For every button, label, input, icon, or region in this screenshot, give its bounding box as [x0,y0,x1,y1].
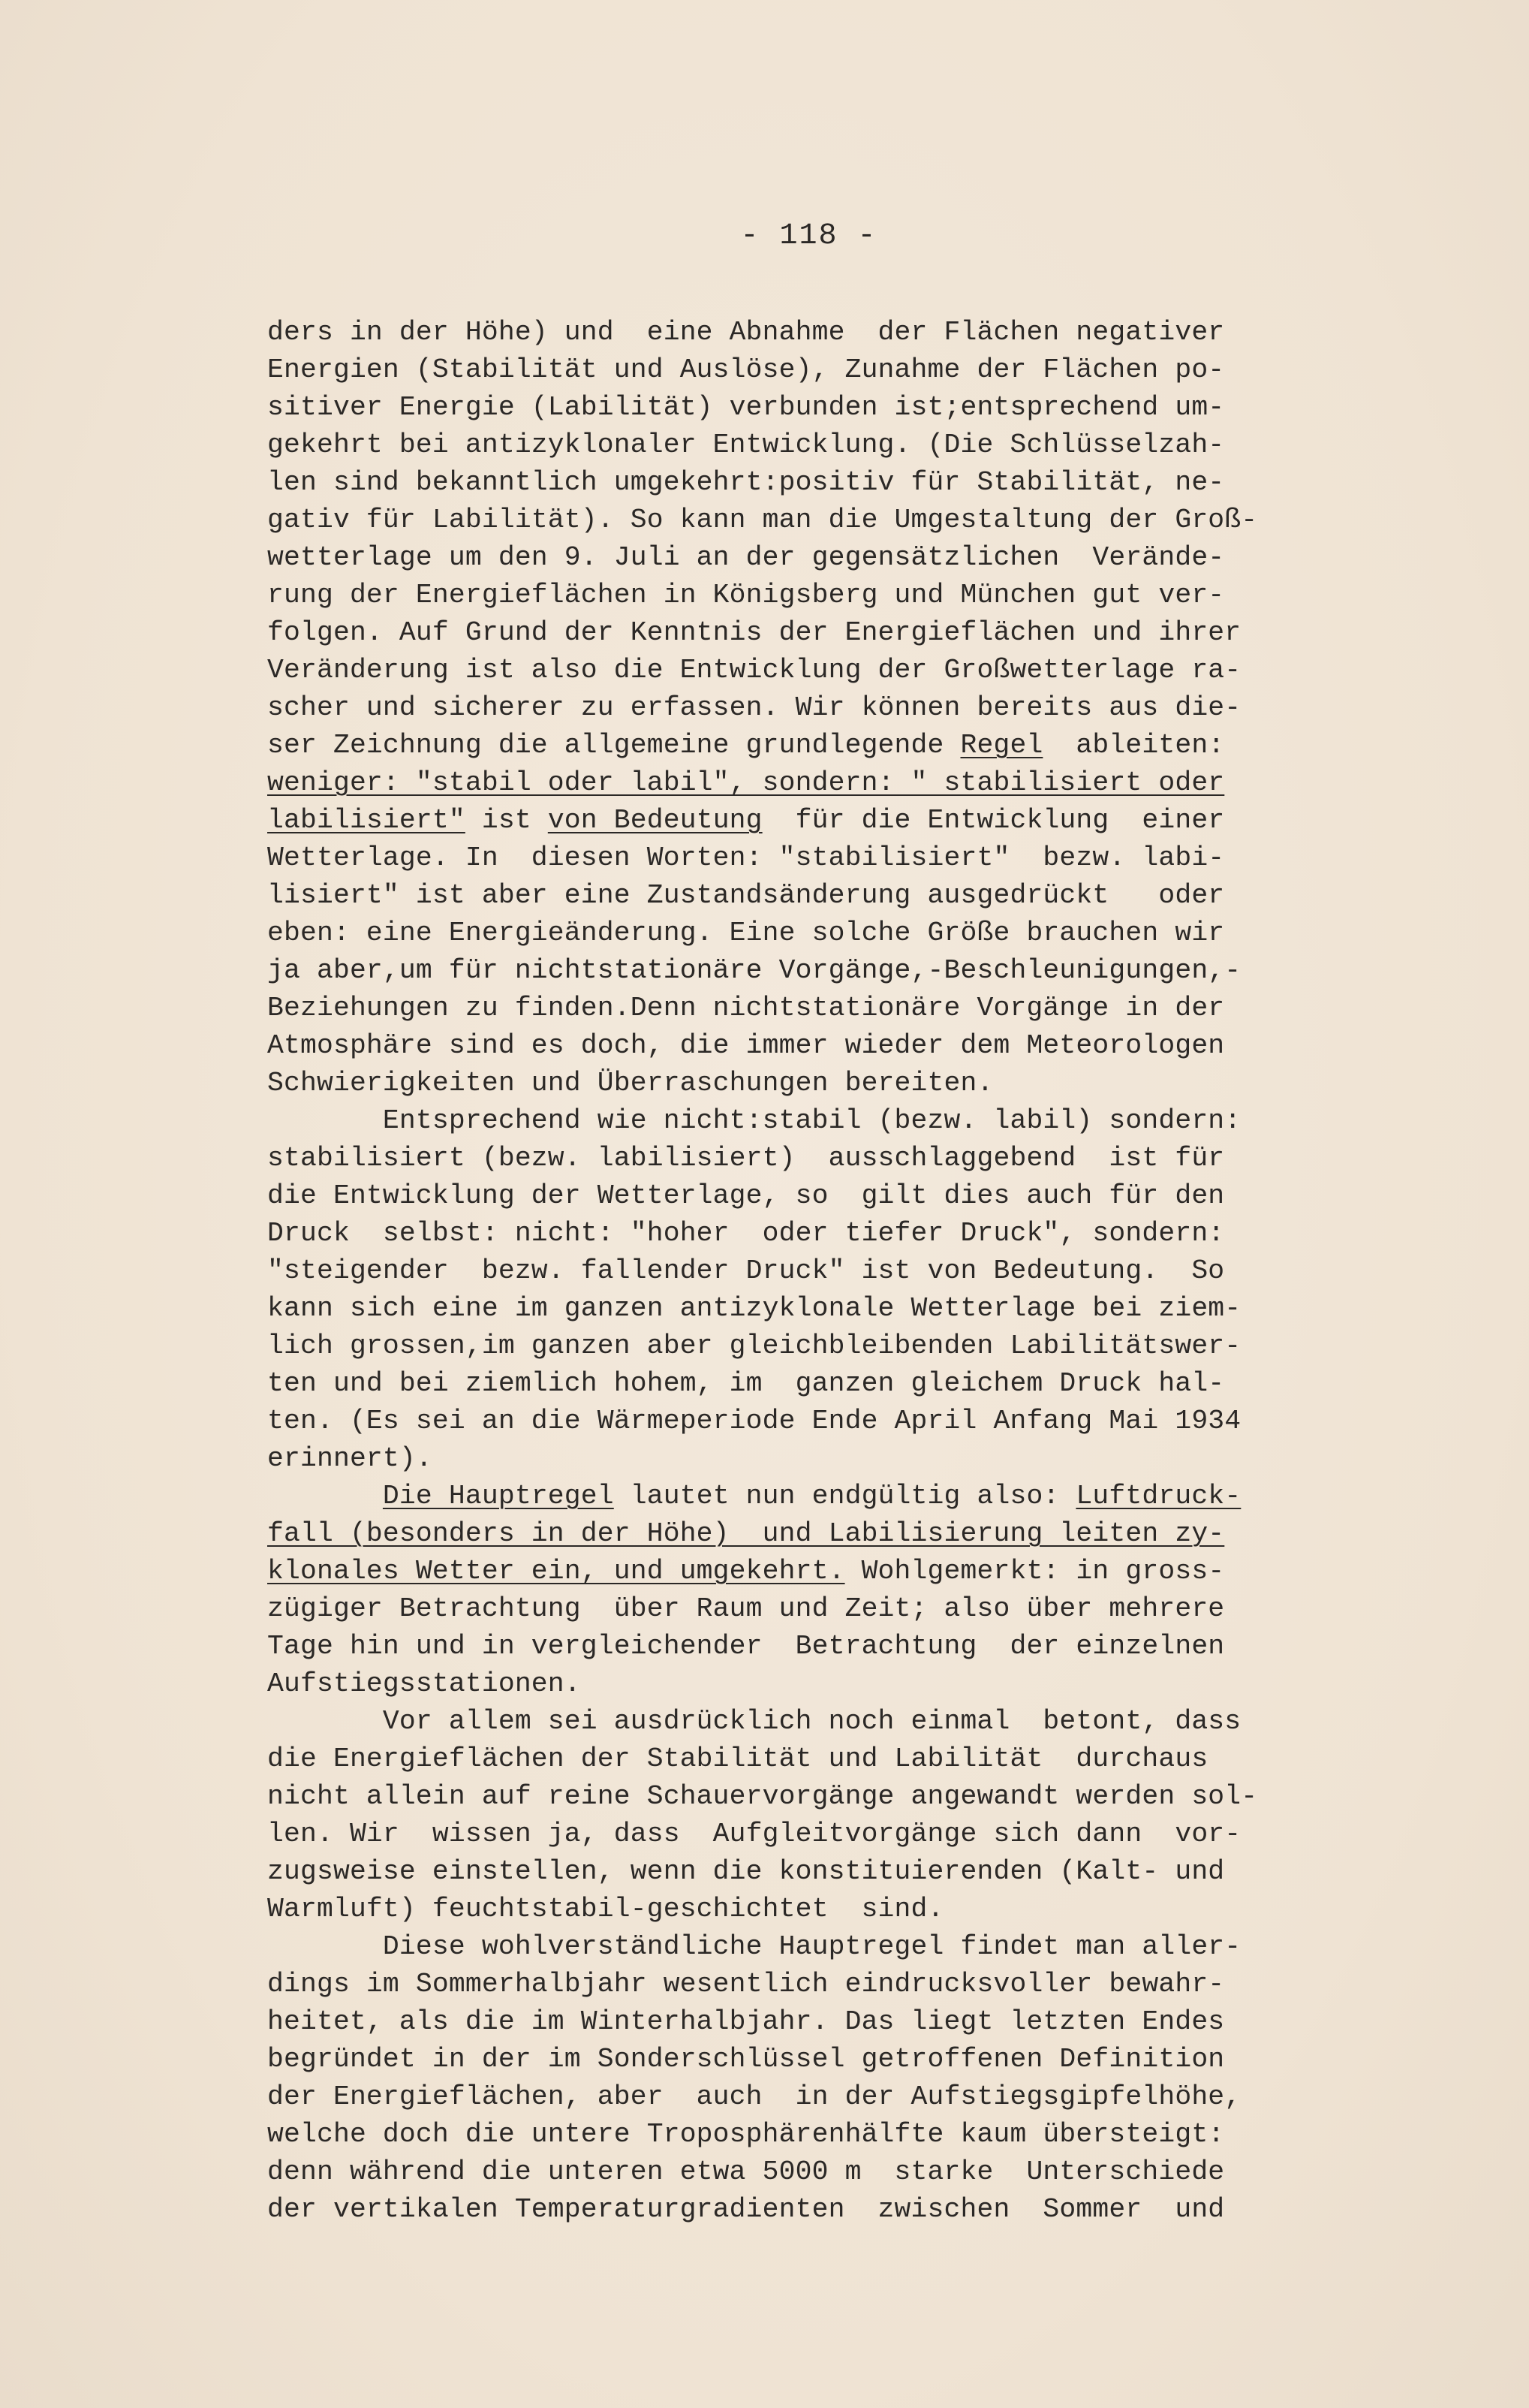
text-segment: scher und sicherer zu erfassen. Wir können bereits aus die- [267,692,1242,723]
text-segment: lautet nun endgültig also: [613,1481,1076,1511]
text-line [267,464,1326,502]
text-segment: ableiten: [1043,730,1225,761]
text-line [267,1740,1326,1778]
text-segment: ders in der Höhe) und eine Abnahme der Flächen negativer [267,317,1225,348]
text-segment: die Energieflächen der Stabilität und Labilität durchaus [267,1743,1208,1774]
text-line [267,1290,1326,1328]
text-segment: ser Zeichnung die allgemeine grundlegende [267,730,961,761]
text-segment: ja aber,um für nichtstationäre Vorgänge,-Beschleunigungen,- [267,955,1242,986]
text-line [267,1628,1326,1665]
text-line [267,1252,1326,1290]
text-segment: wetterlage um den 9. Juli an der gegensätzlichen Verände- [267,542,1225,573]
text-segment: stabilisiert (bezw. labilisiert) ausschlaggebend ist für [267,1143,1225,1174]
text-line [267,1140,1326,1177]
text-line [267,1440,1326,1478]
text-line [267,389,1326,426]
text-segment: folgen. Auf Grund der Kenntnis der Energieflächen und ihrer [267,617,1242,648]
text-segment: die Entwicklung der Wetterlage, so gilt dies auch für den [267,1180,1225,1211]
text-line [267,1365,1326,1403]
text-line [267,1553,1326,1590]
text-line [267,314,1326,351]
text-segment: erinnert). [267,1443,432,1474]
underlined-text: klonales Wetter ein, und umgekehrt. [267,1556,845,1587]
text-segment: ten. (Es sei an die Wärmeperiode Ende April Anfang Mai 1934 [267,1406,1242,1436]
text-line [267,1027,1326,1065]
text-segment: gativ für Labilität). So kann man die Umgestaltung der Groß- [267,505,1258,535]
text-segment: gekehrt bei antizyklonaler Entwicklung. (Die Schlüsselzah- [267,429,1225,460]
text-segment: Wohlgemerkt: in gross- [844,1556,1225,1587]
text-segment: sitiver Energie (Labilität) verbunden ist;entsprechend um- [267,392,1225,423]
text-segment: lich grossen,im ganzen aber gleichbleibenden Labilitätswer- [267,1331,1242,1361]
text-line [267,1177,1326,1215]
text-line [267,1891,1326,1928]
text-line [267,1966,1326,2003]
text-line [267,577,1326,614]
text-line [267,2003,1326,2041]
text-line [267,689,1326,727]
text-line [267,2116,1326,2153]
underlined-text: weniger: "stabil oder labil", sondern: " stabilisiert oder [267,767,1225,798]
text-line [267,802,1326,839]
text-line [267,652,1326,689]
text-line [267,1853,1326,1891]
underlined-text: Die Hauptregel [382,1481,614,1511]
text-segment: lisiert" ist aber eine Zustandsänderung ausgedrückt oder [267,880,1225,911]
text-segment: Vor allem sei ausdrücklich noch einmal betont, dass [267,1706,1242,1737]
text-segment: der Energieflächen, aber auch in der Aufstiegsgipfelhöhe, [267,2081,1242,2112]
text-segment: Diese wohlverständliche Hauptregel findet man aller- [267,1931,1242,1962]
text-line [267,1590,1326,1628]
text-line [267,990,1326,1027]
text-line [267,1215,1326,1252]
text-line [267,952,1326,990]
underlined-text: Regel [960,730,1043,761]
text-segment: len sind bekanntlich umgekehrt:positiv für Stabilität, ne- [267,467,1225,498]
text-segment: Wetterlage. In diesen Worten: "stabilisiert" bezw. labi- [267,842,1225,873]
underlined-text: fall (besonders in der Höhe) und Labilisierung leiten zy- [267,1518,1225,1549]
text-segment: heitet, als die im Winterhalbjahr. Das liegt letzten Endes [267,2006,1225,2037]
text-segment: Schwierigkeiten und Überraschungen bereiten. [267,1068,994,1099]
text-line [267,2153,1326,2191]
text-segment: ist [465,805,548,836]
text-segment: Veränderung ist also die Entwicklung der Großwetterlage ra- [267,655,1242,686]
text-line [267,1403,1326,1440]
text-segment: Tage hin und in vergleichender Betrachtung der einzelnen [267,1631,1225,1662]
text-line [267,1328,1326,1365]
text-line [267,2191,1326,2229]
text-segment: rung der Energieflächen in Königsberg und München gut ver- [267,580,1225,610]
text-line [267,426,1326,464]
text-segment: für die Entwicklung einer [762,805,1225,836]
text-segment: Beziehungen zu finden.Denn nichtstationäre Vorgänge in der [267,993,1225,1023]
text-segment: nicht allein auf reine Schauervorgänge angewandt werden sol- [267,1781,1258,1812]
text-line [267,2078,1326,2116]
text-segment: Entsprechend wie nicht:stabil (bezw. labil) sondern: [267,1105,1242,1136]
text-line [267,877,1326,915]
body-text [267,314,1326,2229]
text-line [267,1928,1326,1966]
text-segment: "steigender bezw. fallender Druck" ist von Bedeutung. So [267,1255,1225,1286]
underlined-text: von Bedeutung [547,805,763,836]
page-number: - 118 - [740,219,877,253]
text-line [267,915,1326,952]
text-segment: Atmosphäre sind es doch, die immer wieder dem Meteorologen [267,1030,1225,1061]
text-line [267,1065,1326,1102]
text-line [267,1703,1326,1740]
text-segment: denn während die unteren etwa 5000 m starke Unterschiede [267,2156,1225,2187]
text-line [267,502,1326,539]
text-segment: kann sich eine im ganzen antizyklonale Wetterlage bei ziem- [267,1293,1242,1324]
text-line [267,727,1326,764]
text-line [267,764,1326,802]
text-line [267,1515,1326,1553]
text-segment: zugsweise einstellen, wenn die konstituierenden (Kalt- und [267,1856,1225,1887]
text-line [267,1665,1326,1703]
text-segment: Aufstiegsstationen. [267,1668,581,1699]
text-segment: dings im Sommerhalbjahr wesentlich eindrucksvoller bewahr- [267,1969,1225,2000]
underlined-text: Luftdruck- [1076,1481,1242,1511]
text-segment: Energien (Stabilität und Auslöse), Zunahme der Flächen po- [267,354,1225,385]
text-line [267,1816,1326,1853]
text-segment: zügiger Betrachtung über Raum und Zeit; also über mehrere [267,1593,1225,1624]
text-line [267,1102,1326,1140]
text-segment: len. Wir wissen ja, dass Aufgleitvorgänge sich dann vor- [267,1819,1242,1849]
text-segment [267,1481,383,1511]
text-line [267,539,1326,577]
text-line [267,351,1326,389]
text-segment: der vertikalen Temperaturgradienten zwischen Sommer und [267,2194,1225,2225]
text-line [267,1778,1326,1816]
text-line [267,1478,1326,1515]
text-segment: welche doch die untere Troposphärenhälfte kaum übersteigt: [267,2119,1225,2150]
text-line [267,2041,1326,2078]
text-line [267,614,1326,652]
text-segment: Druck selbst: nicht: "hoher oder tiefer Druck", sondern: [267,1218,1225,1249]
text-line [267,839,1326,877]
text-segment: Warmluft) feuchtstabil-geschichtet sind. [267,1894,944,1924]
text-segment: begründet in der im Sonderschlüssel getroffenen Definition [267,2044,1225,2075]
underlined-text: labilisiert" [267,805,465,836]
text-segment: eben: eine Energieänderung. Eine solche Größe brauchen wir [267,918,1225,948]
text-segment: ten und bei ziemlich hohem, im ganzen gleichem Druck hal- [267,1368,1225,1399]
